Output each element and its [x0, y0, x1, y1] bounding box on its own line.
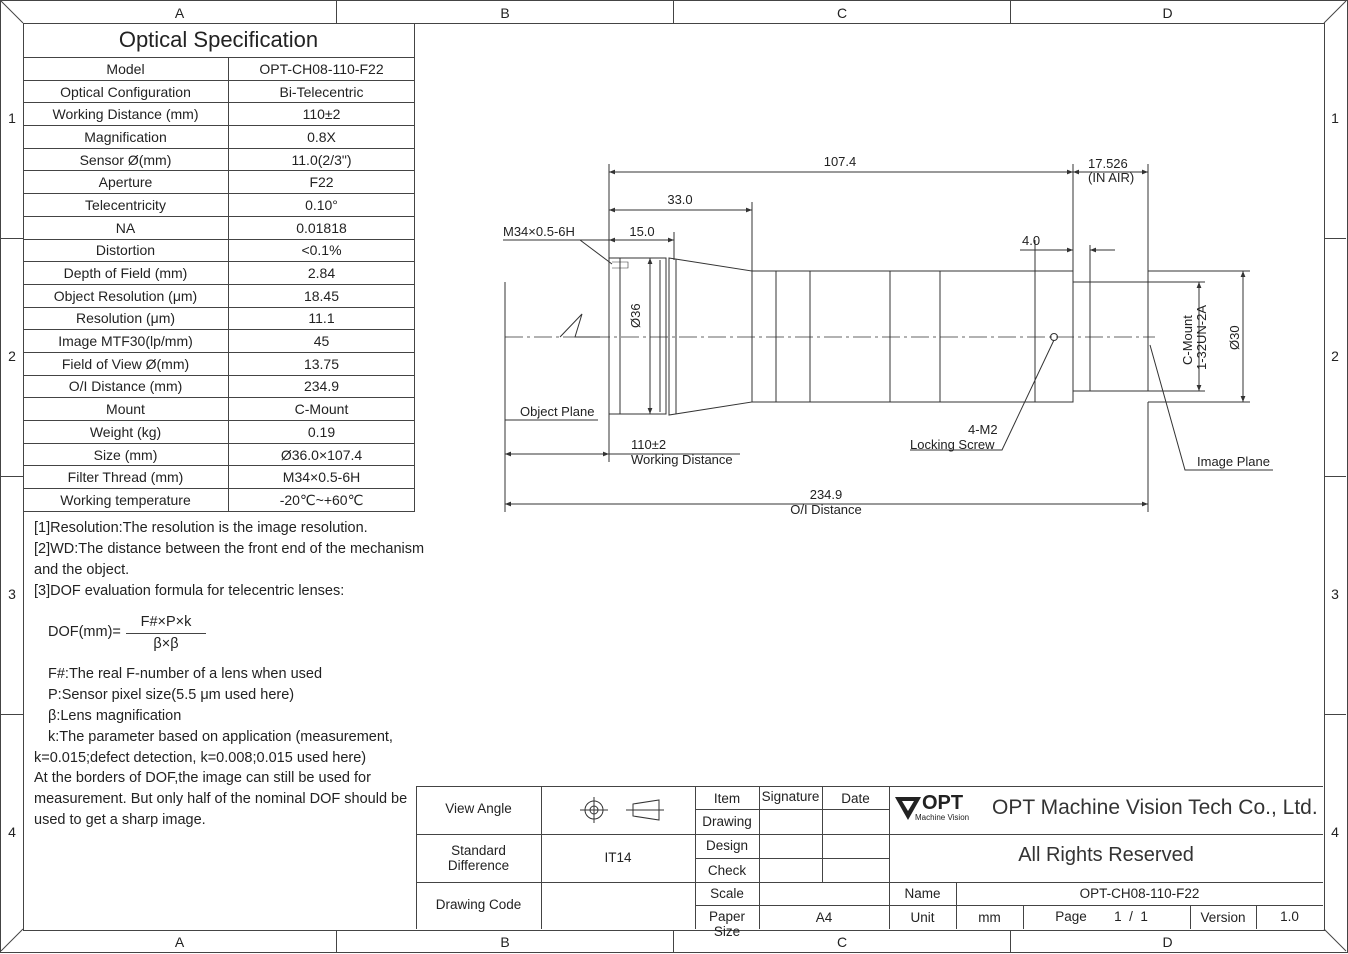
note-dof-border-c: used to get a sharp image.: [34, 812, 206, 828]
screw-spec-label: 4-M2: [968, 422, 998, 437]
spec-value: -20℃~+60℃: [229, 489, 415, 512]
object-arrow: [560, 314, 600, 337]
image-plane-label: Image Plane: [1197, 454, 1270, 469]
cmount-label: C-Mount: [1180, 315, 1195, 365]
std-diff-label-a: Standard: [451, 843, 506, 858]
spec-label: Optical Configuration: [23, 80, 229, 103]
spec-value: 110±2: [229, 103, 415, 126]
check-label: Check: [707, 863, 747, 878]
version-value: 1.0: [1280, 909, 1299, 924]
spec-label: Sensor Ø(mm): [23, 148, 229, 171]
zone-col-c-top: C: [836, 5, 848, 21]
note-dof-border-b: measurement. But only half of the nominal DOF should be: [34, 791, 408, 807]
spec-title: Optical Specification: [23, 23, 415, 58]
formula-numerator: F#×P×k: [140, 614, 192, 630]
zone-col-a-bottom: A: [174, 934, 185, 950]
zone-col-b-top: B: [500, 5, 510, 21]
zone-col-d-bottom: D: [1162, 934, 1173, 950]
spec-label: Weight (kg): [23, 421, 229, 444]
object-plane-label: Object Plane: [520, 404, 595, 419]
thread-label: M34×0.5-6H: [503, 224, 575, 239]
spec-label: Object Resolution (μm): [23, 284, 229, 307]
dia36-label: Ø36: [628, 303, 643, 328]
zone-col-b-bottom: B: [500, 934, 510, 950]
zone-row-2-right: 2: [1331, 348, 1339, 364]
spec-value: Ø36.0×107.4: [229, 443, 415, 466]
name-value: OPT-CH08-110-F22: [1079, 886, 1200, 901]
spec-value: 234.9: [229, 375, 415, 398]
dim-15: 15.0: [629, 224, 655, 239]
paper-size-value: A4: [815, 910, 833, 925]
formula-lhs: DOF(mm)=: [48, 624, 121, 640]
std-diff-value: IT14: [604, 850, 632, 865]
oi-value-label: 234.9: [809, 487, 843, 502]
unit-label: Unit: [910, 910, 935, 925]
title-block: [416, 786, 1323, 939]
note-f-def: F#:The real F-number of a lens when used: [48, 666, 323, 682]
signature-label: Signature: [761, 789, 820, 804]
spec-label: Working Distance (mm): [23, 103, 229, 126]
unit-value: mm: [978, 910, 1001, 925]
spec-value: 0.19: [229, 421, 415, 444]
spec-value: M34×0.5-6H: [229, 466, 415, 489]
dim-air-note: (IN AIR): [1088, 170, 1135, 185]
spec-value: 0.8X: [229, 126, 415, 149]
spec-label: Image MTF30(lp/mm): [23, 330, 229, 353]
note-wd-b: and the object.: [34, 562, 130, 578]
spec-value: OPT-CH08-110-F22: [229, 58, 415, 81]
zone-row-1-right: 1: [1331, 110, 1339, 126]
scale-label: Scale: [710, 886, 744, 901]
spec-value: 13.75: [229, 352, 415, 375]
view-angle-label: View Angle: [445, 801, 512, 816]
lens-body: [609, 258, 1148, 415]
name-label: Name: [904, 886, 941, 901]
spec-value: C-Mount: [229, 398, 415, 421]
spec-label: NA: [23, 216, 229, 239]
note-resolution: [1]Resolution:The resolution is the image resolution.: [34, 520, 368, 536]
spec-label: Mount: [23, 398, 229, 421]
drawing-code-label: Drawing Code: [435, 897, 522, 912]
date-label: Date: [841, 791, 870, 806]
spec-value: 2.84: [229, 262, 415, 285]
spec-label: Size (mm): [23, 443, 229, 466]
logo-text: OPT: [922, 792, 964, 814]
rights-text: All Rights Reserved: [1018, 844, 1194, 866]
wd-text-label: Working Distance: [631, 452, 733, 467]
spec-value: 45: [229, 330, 415, 353]
dim-33: 33.0: [667, 192, 693, 207]
zone-row-4-right: 4: [1331, 824, 1339, 840]
design-label: Design: [705, 838, 749, 853]
spec-label: Filter Thread (mm): [23, 466, 229, 489]
spec-label: Distortion: [23, 239, 229, 262]
spec-value: <0.1%: [229, 239, 415, 262]
zone-row-3-right: 3: [1331, 586, 1339, 602]
note-dof-border-a: At the borders of DOF,the image can still be used for: [34, 770, 371, 786]
projection-symbol-icon: [576, 796, 666, 824]
image-plane-leader: [1150, 345, 1273, 470]
note-p-def: P:Sensor pixel size(5.5 μm used here): [48, 687, 295, 703]
spec-label: Aperture: [23, 171, 229, 194]
note-k-def-b: k=0.015;defect detection, k=0.008;0.015 used here): [34, 750, 367, 766]
dim-4: 4.0: [1022, 233, 1041, 248]
dim-total-length: 107.4: [823, 154, 857, 169]
zone-row-2-left: 2: [8, 348, 16, 364]
cmount-thread-label: 1-32UN-2A: [1194, 304, 1209, 370]
note-beta-def: β:Lens magnification: [48, 708, 182, 724]
spec-label: Resolution (μm): [23, 307, 229, 330]
wd-value-label: 110±2: [631, 437, 667, 452]
company-name: OPT Machine Vision Tech Co., Ltd.: [992, 796, 1318, 819]
zone-row-4-left: 4: [8, 824, 16, 840]
zone-row-3-left: 3: [8, 586, 16, 602]
spec-value: 0.01818: [229, 216, 415, 239]
spec-label: Depth of Field (mm): [23, 262, 229, 285]
spec-label: Working temperature: [23, 489, 229, 512]
spec-value: 18.45: [229, 284, 415, 307]
page-value: 1 / 1: [1114, 909, 1148, 924]
note-wd-a: [2]WD:The distance between the front end of the mechanism: [34, 541, 425, 557]
spec-label: Magnification: [23, 126, 229, 149]
spec-value: 11.1: [229, 307, 415, 330]
page-label: Page: [1055, 909, 1087, 924]
spec-value: Bi-Telecentric: [229, 80, 415, 103]
dim-air-value: 17.526: [1088, 156, 1128, 171]
locking-screw-label: Locking Screw: [910, 437, 995, 452]
spec-value: 0.10°: [229, 194, 415, 217]
zone-row-1-left: 1: [8, 110, 16, 126]
drawing-label: Drawing: [702, 814, 752, 829]
version-label: Version: [1200, 910, 1246, 925]
zone-col-a-top: A: [174, 5, 185, 21]
logo-subtext: Machine Vision: [915, 813, 970, 822]
zone-col-d-top: D: [1162, 5, 1173, 21]
zone-col-c-bottom: C: [836, 934, 848, 950]
note-dof-title: [3]DOF evaluation formula for telecentric lenses:: [34, 583, 345, 599]
spec-label: Telecentricity: [23, 194, 229, 217]
item-label: Item: [713, 791, 741, 806]
note-k-def-a: k:The parameter based on application (measurement,: [48, 729, 393, 745]
paper-size-label: Paper Size: [708, 909, 746, 939]
std-diff-label-b: Difference: [447, 858, 510, 873]
dia30-label: Ø30: [1227, 325, 1242, 350]
spec-label: Model: [23, 58, 229, 81]
spec-value: F22: [229, 171, 415, 194]
oi-text-label: O/I Distance: [790, 502, 862, 517]
spec-value: 11.0(2/3"): [229, 148, 415, 171]
spec-label: O/I Distance (mm): [23, 375, 229, 398]
formula-denominator: β×β: [153, 636, 179, 652]
spec-label: Field of View Ø(mm): [23, 352, 229, 375]
